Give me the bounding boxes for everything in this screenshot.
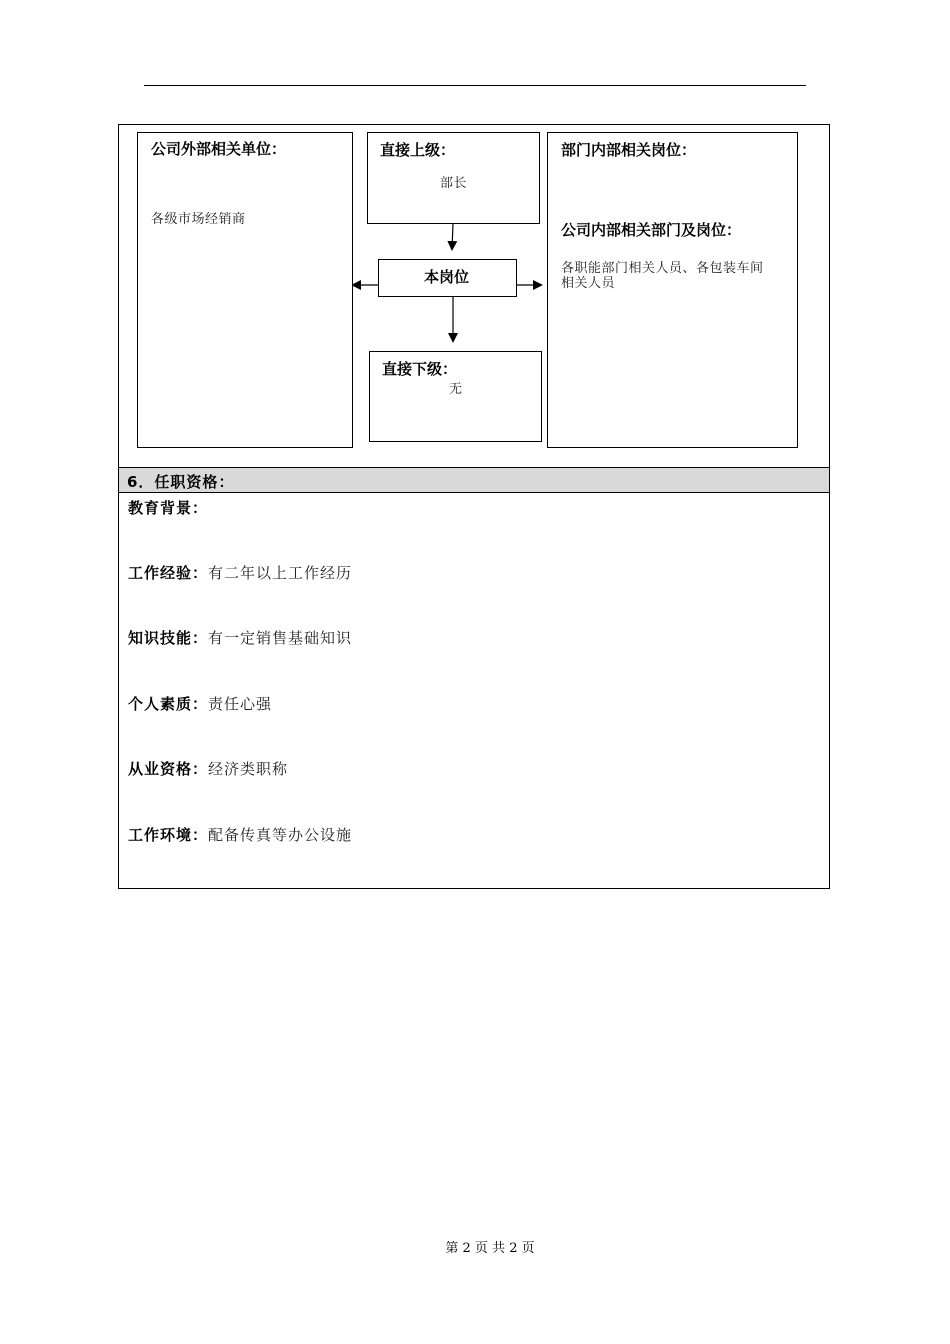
qualification-value: 有一定销售基础知识 [208, 629, 353, 647]
direct-subordinate-content: 无 [449, 382, 463, 397]
qualification-value: 责任心强 [208, 695, 273, 713]
qualification-row-experience [128, 562, 352, 583]
qualification-row-skills [128, 627, 352, 648]
external-units-box [137, 132, 353, 448]
org-chart [119, 125, 829, 467]
qualification-label: 个人素质： [128, 695, 209, 713]
direct-superior-box [367, 132, 540, 224]
qualification-label: 工作经验： [128, 564, 209, 582]
qualification-value: 经济类职称 [208, 760, 289, 778]
qualification-label: 工作环境： [128, 826, 209, 844]
qualification-row-personal-quality [128, 693, 272, 714]
this-position-title: 本岗位 [424, 268, 470, 286]
internal-positions-box [547, 132, 798, 448]
superior-to-position-arrow [452, 224, 453, 249]
direct-subordinate-title: 直接下级： [382, 360, 458, 378]
internal-company-positions-title: 公司内部相关部门及岗位： [561, 221, 742, 239]
qualification-row-environment [128, 824, 352, 845]
external-units-title: 公司外部相关单位： [151, 140, 287, 158]
qualification-label: 从业资格： [128, 760, 209, 778]
this-position-box [378, 259, 517, 297]
external-units-content: 各级市场经销商 [151, 212, 246, 227]
internal-company-positions-content-line1: 各职能部门相关人员、各包装车间 [561, 261, 764, 276]
direct-superior-content: 部长 [440, 176, 468, 191]
header-rule [144, 85, 806, 86]
direct-superior-title: 直接上级： [380, 141, 456, 159]
qualification-label: 知识技能： [128, 629, 209, 647]
internal-company-positions-content-line2: 相关人员 [561, 276, 616, 291]
internal-dept-positions-title: 部门内部相关岗位： [561, 141, 697, 159]
qualifications-section-title: 6．任职资格： [127, 473, 235, 491]
qualifications-section-header [119, 467, 829, 493]
page-number-footer: 第 2 页 共 2 页 [445, 1241, 535, 1256]
job-description-table [118, 124, 830, 889]
qualification-label: 教育背景： [128, 499, 209, 517]
qualification-value: 有二年以上工作经历 [208, 564, 353, 582]
qualification-value: 配备传真等办公设施 [208, 826, 353, 844]
qualification-row-education [128, 497, 208, 518]
qualification-row-certification [128, 758, 288, 779]
direct-subordinate-box [369, 351, 542, 442]
